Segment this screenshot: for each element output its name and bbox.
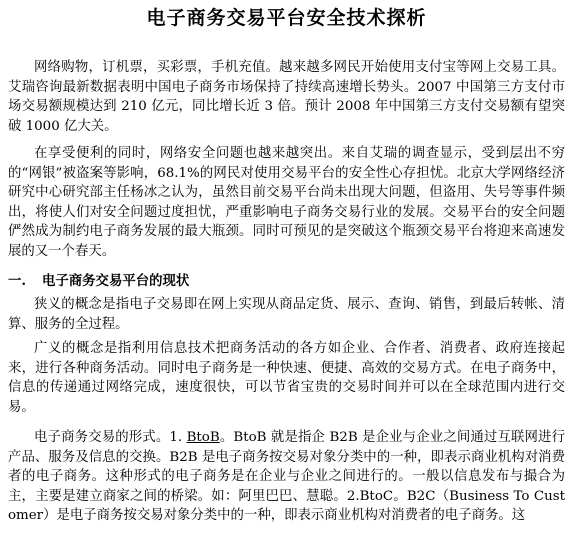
paragraph-text-part: 。BtoB 就是指企 B2B 是企业与企业之间通过互联网进行产品、服务及信息的交换。B2B 是电子商务按交易对象分类中的一种，即表示商业机构对消费者的电子商务。这种形式的电子商务是在企业与企业之间进行的。一般以信息发布与撮合为主，主要是建立商家之间的桥梁。如：阿里巴巴、慧聪。2.BtoC。B2C（Business To Customer）是电子商务按交易对象分类中的一种，即表示商业机构对消费者的电子商务。这 bbox=[8, 430, 565, 523]
section-number: 一. bbox=[8, 273, 27, 289]
paragraph-text-part: 电子商务交易的形式。1. bbox=[34, 430, 187, 445]
paragraph-trade-forms bbox=[8, 428, 565, 526]
btob-link[interactable]: BtoB bbox=[186, 430, 220, 445]
section-heading-1 bbox=[8, 272, 565, 292]
paragraph-security-concerns: 在享受便利的同时，网络安全问题也越来越突出。来自艾瑞的调查显示，受到层出不穷的“网银”被盗案等影响，68.1%的网民对使用交易平台的安全性心存担忧。北京大学网络经济研究中心研究部主任杨冰之认为，虽然目前交易平台尚未出现大问题，但盗用、失号等事件频出，将使人们对安全问题过度担忧，严重影响电子商务交易行业的发展。交易平台的安全问题俨然成为制约电子商务发展的最大瓶颈。同时可预见的是突破这个瓶颈交易平台将迎来高速发展的又一个春天。 bbox=[8, 146, 565, 259]
paragraph-intro: 网络购物，订机票，买彩票，手机充值。越来越多网民开始使用支付宝等网上交易工具。艾瑞咨询最新数据表明中国电子商务市场保持了持续高速增长势头。2007 中国第三方支付市场交易额规模达到 210 亿元，同比增长近 3 倍。预计 2008 年中国第三方支付交易额有望突破 1000 亿大关。 bbox=[8, 60, 565, 134]
document-title: 电子商务交易平台安全技术探析 bbox=[146, 7, 427, 29]
paragraph-broad-definition: 广义的概念是指利用信息技术把商务活动的各方如企业、合作者、消费者、政府连接起来，进行各种商务活动。同时电子商务是一种快速、便捷、高效的交易方式。在电子商务中，信息的传递通过网络完成，速度很快，可以节省宝贵的交易时间并可以在全球范围内进行交易。 bbox=[8, 341, 565, 415]
paragraph-narrow-definition: 狭义的概念是指电子交易即在网上实现从商品定货、展示、查询、销售，到最后转帐、清算、服务的全过程。 bbox=[8, 297, 565, 332]
section-title: 电子商务交易平台的现状 bbox=[42, 273, 190, 289]
